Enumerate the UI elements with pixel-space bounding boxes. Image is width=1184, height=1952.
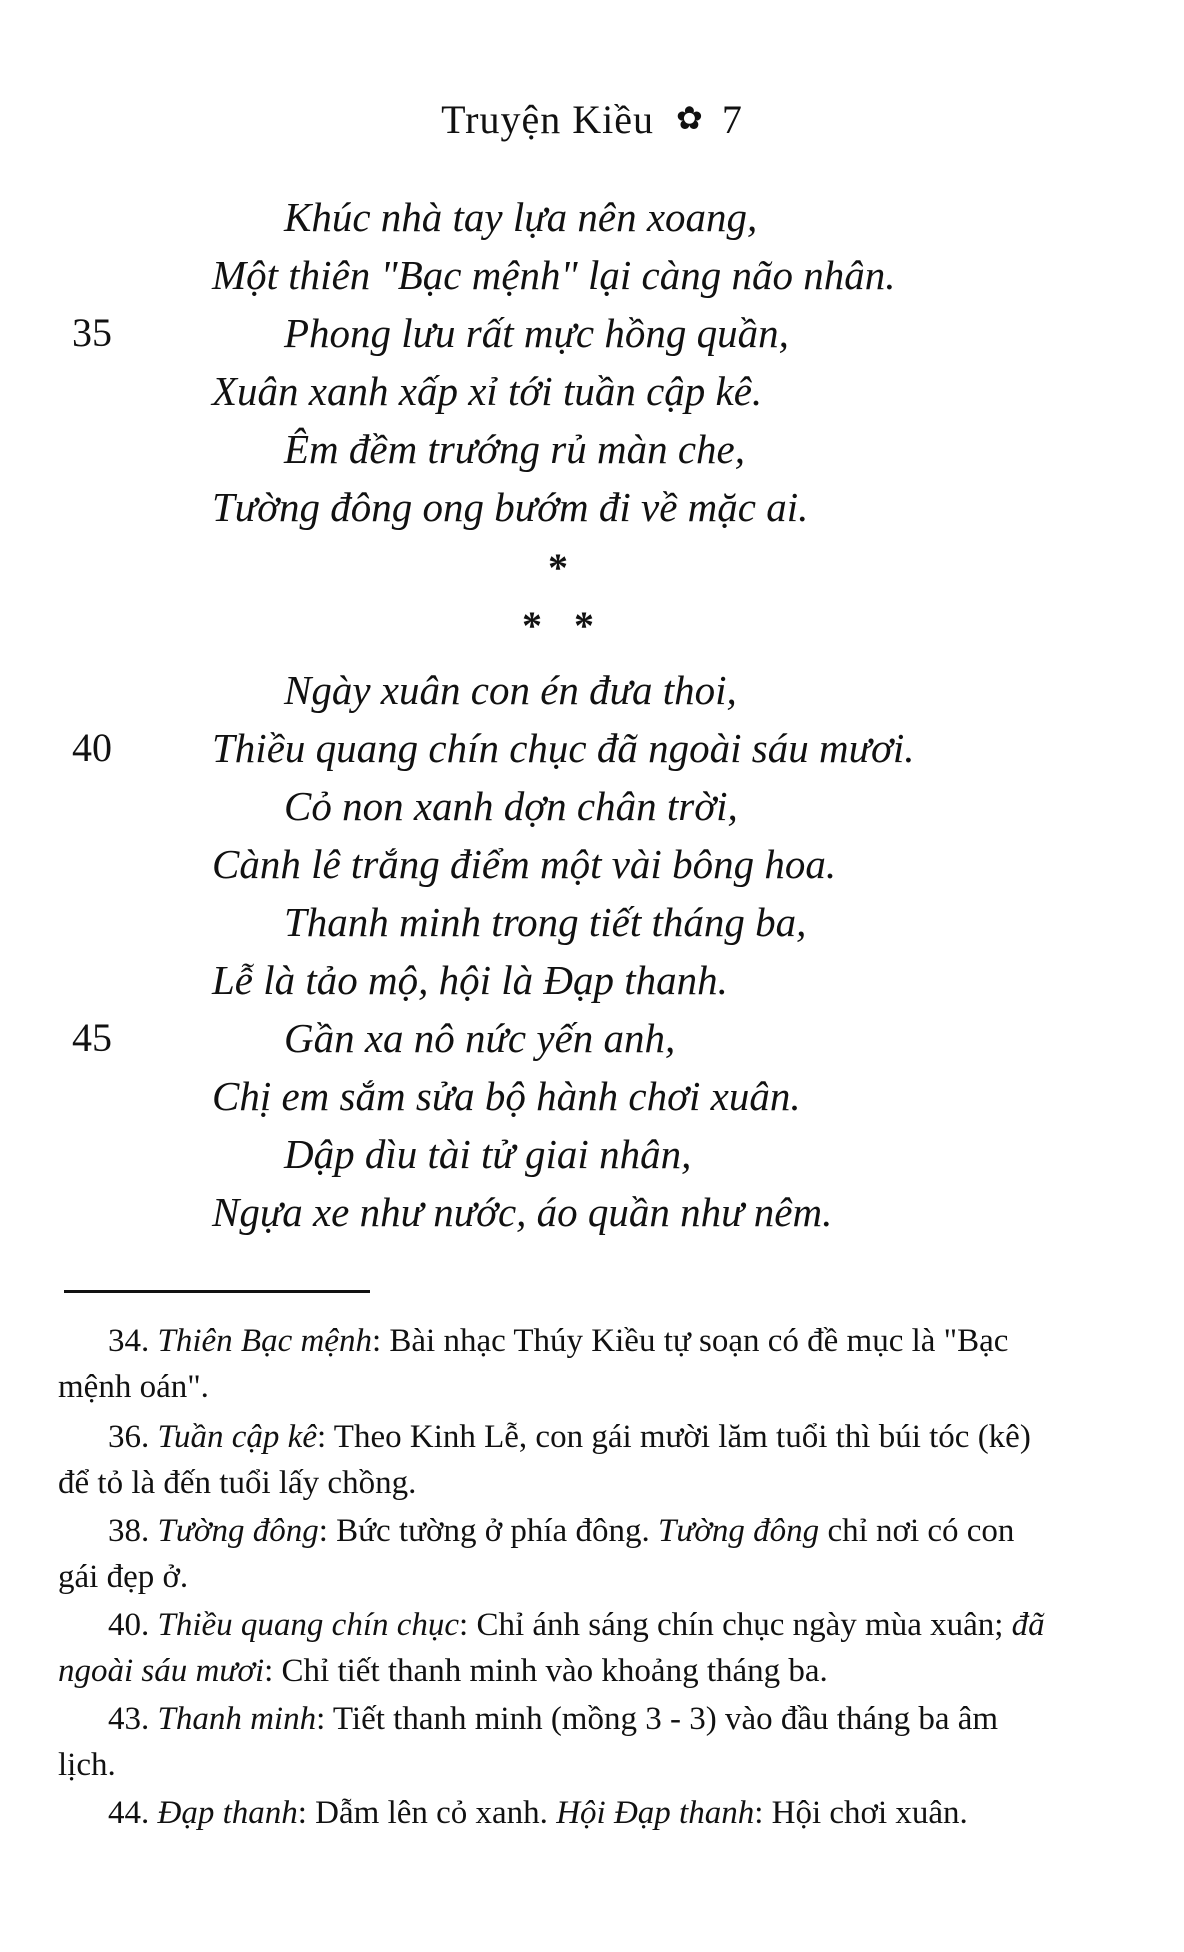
- footnote-term: Thanh minh: [157, 1701, 317, 1737]
- footnote-term: đã ngoài sáu mươi: [58, 1607, 1045, 1689]
- footnote-text: Tiết thanh minh (mồng 3 - 3) vào đầu tháng ba âm lịch.: [58, 1701, 999, 1783]
- section-break-star: *: [522, 603, 542, 648]
- footnote-text: Theo Kinh Lễ, con gái mười lăm tuổi thì búi tóc (kê) để tỏ là đến tuổi lấy chồng.: [58, 1419, 1031, 1501]
- footnote: [58, 1790, 1048, 1836]
- verse-text: Thanh minh trong tiết tháng ba,: [284, 899, 807, 945]
- verse-line: [0, 1182, 1184, 1242]
- verse-text: Gần xa nô nức yến anh,: [284, 1015, 676, 1061]
- verse-text: Xuân xanh xấp xỉ tới tuần cập kê.: [212, 368, 763, 414]
- verse-text: Lễ là tảo mộ, hội là Đạp thanh.: [212, 957, 728, 1003]
- footnote: [58, 1318, 1048, 1410]
- footnote: [58, 1414, 1048, 1506]
- verse-text: Khúc nhà tay lựa nên xoang,: [284, 194, 758, 240]
- verse-line: [0, 303, 1184, 363]
- verse-text: Thiều quang chín chục đã ngoài sáu mươi.: [212, 725, 915, 771]
- footnote-number: 44.: [108, 1795, 150, 1831]
- footnote-divider: [64, 1290, 370, 1293]
- footnote-text: Chỉ ánh sáng chín chục ngày mùa xuân;: [468, 1607, 1012, 1643]
- section-break-star: *: [548, 545, 568, 590]
- verse-line: [0, 718, 1184, 778]
- footnote-term: Thiên Bạc mệnh: [157, 1323, 372, 1359]
- verse-text: Một thiên "Bạc mệnh" lại càng não nhân.: [212, 252, 896, 298]
- footnote: [58, 1508, 1048, 1600]
- verse-line: [0, 950, 1184, 1010]
- footnote-term: Đạp thanh: [157, 1795, 298, 1831]
- verse-line: [0, 477, 1184, 537]
- verse-text: Phong lưu rất mực hồng quần,: [284, 310, 789, 356]
- verse-text: Tường đông ong bướm đi về mặc ai.: [212, 484, 809, 530]
- verse-text: Cành lê trắng điểm một vài bông hoa.: [212, 841, 837, 887]
- verse-text: Chị em sắm sửa bộ hành chơi xuân.: [212, 1073, 801, 1119]
- footnote: [58, 1602, 1048, 1694]
- footnote-term: Tường đông: [657, 1513, 820, 1549]
- footnote-colon: :: [316, 1419, 327, 1455]
- verse-line: [0, 1066, 1184, 1126]
- footnote-colon: :: [459, 1607, 469, 1643]
- footnote-number: 38.: [108, 1513, 150, 1549]
- footnote-text: : Hội chơi xuân.: [754, 1795, 968, 1831]
- footnote-number: 34.: [108, 1323, 150, 1359]
- verse-text: Cỏ non xanh dợn chân trời,: [284, 783, 738, 829]
- footnote-term: Tuần cập kê: [157, 1419, 317, 1455]
- verse-line: [0, 187, 1184, 247]
- line-number: 45: [72, 1015, 112, 1060]
- footnote-number: 43.: [108, 1701, 150, 1737]
- footnote-term: Tường đông: [157, 1513, 319, 1549]
- verse-text: Ngựa xe như nước, áo quần như nêm.: [212, 1189, 833, 1235]
- footnote-number: 36.: [108, 1419, 150, 1455]
- verse-line: [0, 892, 1184, 952]
- line-number: 40: [72, 725, 112, 770]
- footnote-colon: :: [297, 1795, 307, 1831]
- footnote-term: Hội Đạp thanh: [556, 1795, 755, 1831]
- verse-line: [0, 245, 1184, 305]
- footnote-colon: :: [316, 1701, 326, 1737]
- verse-line: [0, 1008, 1184, 1068]
- section-break-star: *: [574, 603, 594, 648]
- book-title: Truyện Kiều: [441, 97, 655, 142]
- flower-ornament-icon: ✿: [676, 100, 704, 136]
- footnote: [58, 1696, 1048, 1788]
- footnote-text: Dẫm lên cỏ xanh.: [306, 1795, 557, 1831]
- verse-text: Dập dìu tài tử giai nhân,: [284, 1131, 692, 1177]
- footnote-term: Thiều quang chín chục: [157, 1607, 460, 1643]
- footnote-colon: :: [371, 1323, 382, 1359]
- verse-line: [0, 834, 1184, 894]
- verse-text: Ngày xuân con én đưa thoi,: [284, 667, 737, 713]
- verse-line: [0, 1124, 1184, 1184]
- page-number: 7: [721, 97, 743, 142]
- footnote-text: : Chỉ tiết thanh minh vào khoảng tháng ba.: [264, 1653, 828, 1689]
- footnote-text: Bài nhạc Thúy Kiều tự soạn có đề mục là "Bạc mệnh oán".: [58, 1323, 1009, 1405]
- verse-line: [0, 776, 1184, 836]
- verse-line: [0, 419, 1184, 479]
- footnote-colon: :: [318, 1513, 328, 1549]
- footnote-text: Bức tường ở phía đông.: [327, 1513, 658, 1549]
- running-header: [0, 96, 1184, 143]
- verse-line: [0, 361, 1184, 421]
- footnote-text: chỉ nơi có con gái đẹp ở.: [58, 1513, 1015, 1595]
- verse-text: Êm đềm trướng rủ màn che,: [284, 426, 746, 472]
- line-number: 35: [72, 310, 112, 355]
- verse-line: [0, 660, 1184, 720]
- footnote-number: 40.: [108, 1607, 150, 1643]
